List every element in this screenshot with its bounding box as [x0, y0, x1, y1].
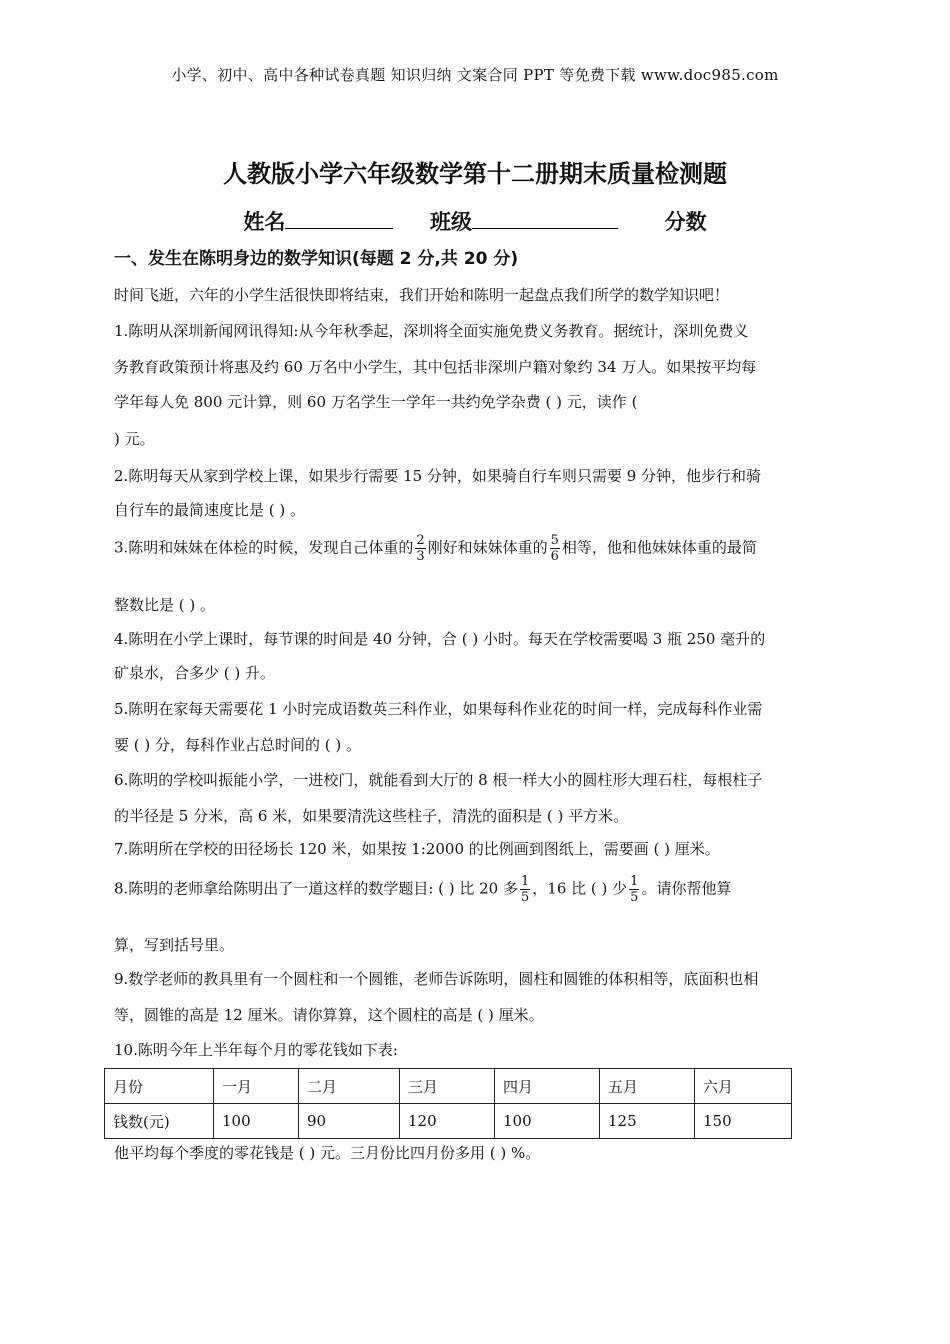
q6-line-2: 的半径是 5 分米，高 6 米，如果要清洗这些柱子，清洗的面积是 ( ) 平方米。 — [114, 807, 629, 825]
q1-line-2: 务教育政策预计将惠及约 60 万名中小学生，其中包括非深圳户籍对象约 34 万人。如果按平均每 — [114, 358, 757, 376]
table-cell: 四月 — [495, 1069, 600, 1104]
q8-text-c: 。请你帮他算 — [641, 879, 732, 898]
table-cell: 二月 — [299, 1069, 400, 1104]
name-blank[interactable] — [285, 208, 393, 229]
table-cell: 五月 — [600, 1069, 695, 1104]
name-label: 姓名 — [243, 210, 286, 234]
q3-line-2: 整数比是 ( ) 。 — [114, 596, 216, 614]
allowance-table — [104, 1068, 792, 1139]
page-header: 小学、初中、高中各种试卷真题 知识归纳 文案合同 PPT 等免费下载 www.doc985.com — [171, 66, 779, 84]
table-row — [105, 1104, 792, 1139]
score-label: 分数 — [664, 210, 707, 234]
q8-text-a: 8.陈明的老师拿给陈明出了一道这样的数学题目: ( ) 比 20 多 — [114, 879, 518, 898]
intro-text: 时间飞逝，六年的小学生活很快即将结束，我们开始和陈明一起盘点我们所学的数学知识吧！ — [114, 286, 730, 304]
q1-line-1: 1.陈明从深圳新闻网讯得知:从今年秋季起，深圳将全面实施免费义务教育。据统计，深圳免费义 — [114, 322, 749, 340]
q10-line-2: 他平均每个季度的零花钱是 ( ) 元。三月份比四月份多用 ( ) %。 — [114, 1144, 541, 1162]
q8-line-1 — [114, 874, 731, 905]
q9-line-1: 9.数学老师的教具里有一个圆柱和一个圆锥，老师告诉陈明，圆柱和圆锥的体积相等，底面积也相 — [114, 970, 759, 988]
q3-text-a: 3.陈明和妹妹在体检的时候，发现自己体重的 — [114, 538, 414, 557]
table-cell: 钱数(元) — [105, 1104, 214, 1139]
fraction-two-thirds: $\frac{2}{3}$ — [416, 533, 425, 564]
table-cell: 六月 — [695, 1069, 792, 1104]
q3-text-b: 刚好和妹妹体重的 — [427, 538, 548, 557]
q1-line-4: ) 元。 — [114, 430, 155, 448]
q4-line-1: 4.陈明在小学上课时，每节课的时间是 40 分钟，合 ( ) 小时。每天在学校需要喝 3 瓶 250 毫升的 — [114, 630, 766, 648]
q3-text-c: 相等，他和他妹妹体重的最简 — [561, 538, 757, 557]
table-cell: 150 — [695, 1104, 792, 1139]
q4-line-2: 矿泉水，合多少 ( ) 升。 — [114, 664, 276, 682]
q6-line-1: 6.陈明的学校叫振能小学，一进校门，就能看到大厅的 8 根一样大小的圆柱形大理石柱，每根柱子 — [114, 771, 763, 789]
q10-line-1: 10.陈明今年上半年每个月的零花钱如下表: — [114, 1041, 398, 1059]
fraction-one-fifth-2: $\frac{1}{5}$ — [630, 874, 639, 905]
q7-line: 7.陈明所在学校的田径场长 120 米，如果按 1:2000 的比例画到图纸上，需要画 ( ) 厘米。 — [114, 840, 720, 858]
fraction-five-sixths: $\frac{5}{6}$ — [550, 533, 559, 564]
table-cell: 100 — [495, 1104, 600, 1139]
q2-line-2: 自行车的最简速度比是 ( ) 。 — [114, 501, 306, 519]
exam-title: 人教版小学六年级数学第十二册期末质量检测题 — [223, 160, 727, 188]
table-header-row — [105, 1069, 792, 1104]
q5-line-1: 5.陈明在家每天需要花 1 小时完成语数英三科作业，如果每科作业花的时间一样，完成每科作业需 — [114, 700, 763, 718]
table-cell: 90 — [299, 1104, 400, 1139]
q5-line-2: 要 ( ) 分，每科作业占总时间的 ( ) 。 — [114, 736, 362, 754]
table-cell: 三月 — [400, 1069, 495, 1104]
table-cell: 125 — [600, 1104, 695, 1139]
student-info-row — [0, 206, 950, 236]
q2-line-1: 2.陈明每天从家到学校上课，如果步行需要 15 分钟，如果骑自行车则只需要 9 分钟，他步行和骑 — [114, 467, 762, 485]
table-cell: 一月 — [214, 1069, 299, 1104]
table-cell: 100 — [214, 1104, 299, 1139]
q3-line-1 — [114, 533, 757, 564]
table-cell: 120 — [400, 1104, 495, 1139]
section-heading: 一、发生在陈明身边的数学知识(每题 2 分,共 20 分) — [114, 249, 519, 269]
q9-line-2: 等，圆锥的高是 12 厘米。请你算算，这个圆柱的高是 ( ) 厘米。 — [114, 1006, 544, 1024]
q1-line-3: 学年每人免 800 元计算，则 60 万名学生一学年一共约免学杂费 ( ) 元，读作 ( — [114, 393, 638, 411]
q8-line-2: 算，写到括号里。 — [114, 936, 235, 954]
class-blank[interactable] — [472, 208, 618, 229]
class-label: 班级 — [430, 210, 472, 234]
q8-text-b: ，16 比 ( ) 少 — [532, 879, 628, 898]
table-cell: 月份 — [105, 1069, 214, 1104]
fraction-one-fifth: $\frac{1}{5}$ — [521, 874, 530, 905]
